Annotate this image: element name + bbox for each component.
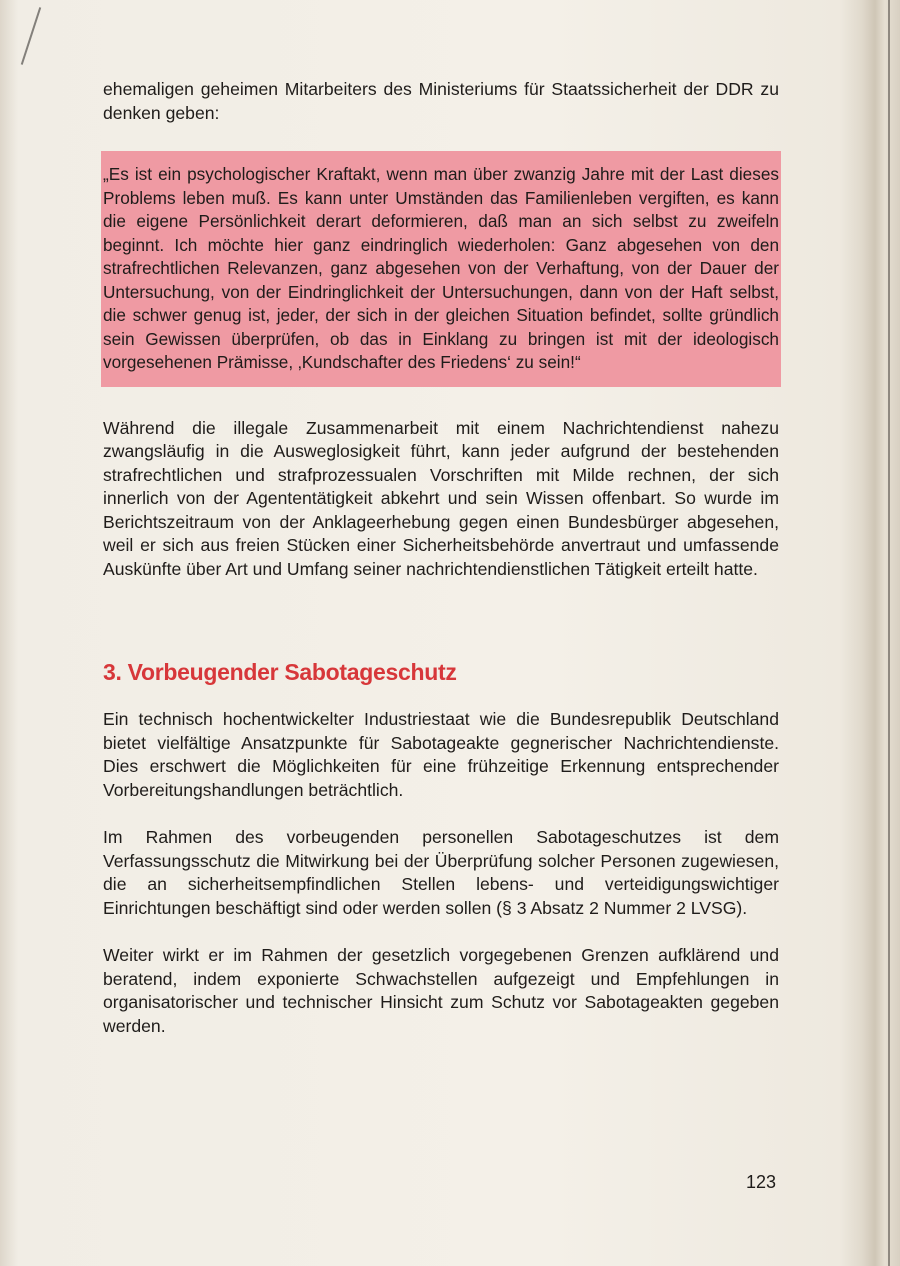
intro-paragraph: ehemaligen geheimen Mitarbeiters des Ministeriums für Staatssicherheit der DDR zu denken geben: bbox=[103, 79, 779, 123]
paragraph-agent-leniency: Während die illegale Zusammenarbeit mit einem Nachrichtendienst nahezu zwangsläufig in die Ausweglosigkeit führt, kann jeder aufgrund der bestehenden strafrechtlichen und strafprozessualen Vorschriften mit Milde rechnen, der sich innerlich von der Agententätigkeit abkehrt und sein Wissen offenbart. So wurde im Berichtszeitraum von der Anklageerhebung gegen einen Bundesbürger abgesehen, weil er sich aus freien Stücken einer Sicherheitsbehörde anvertraut und umfassende Auskünfte über Art und Umfang seiner nachrichtendienstlichen Tätigkeit erteilt hatte. bbox=[103, 417, 779, 579]
paragraph-advisory-role: Weiter wirkt er im Rahmen der gesetzlich vorgegebenen Grenzen aufklärend und beratend, indem exponierte Schwachstellen aufgezeigt und Empfehlungen in organisatorischer und technischer Hinsicht zum Schutz vor Sabotageakten gegeben werden. bbox=[103, 945, 779, 1036]
page-number: 123 bbox=[746, 1172, 777, 1192]
paragraph-personnel-protection: Im Rahmen des vorbeugenden personellen Sabotageschutzes ist dem Verfassungsschutz die Mitwirkung bei der Überprüfung solcher Personen zugewiesen, die an sicherheitsempfindlichen Stellen lebens- und verteidigungswichtiger Einrichtungen beschäftigt sind oder werden sollen (§ 3 Absatz 2 Nummer 2 LVSG). bbox=[103, 827, 779, 918]
page-edge-line bbox=[888, 0, 890, 1266]
section-heading: 3. Vorbeugender Sabotageschutz bbox=[103, 659, 457, 685]
page-content bbox=[103, 78, 779, 1062]
pen-mark bbox=[21, 7, 41, 65]
paragraph-industrial-state: Ein technisch hochentwickelter Industriestaat wie die Bundesrepublik Deutschland bietet vielfältige Ansatzpunkte für Sabotageakte gegnerischer Nachrichtendienste. Dies erschwert die Möglichkeiten für eine frühzeitige Erkennung entsprechender Vorbereitungshandlungen beträchtlich. bbox=[103, 709, 779, 800]
quote-text: „Es ist ein psychologischer Kraftakt, wenn man über zwanzig Jahre mit der Last dieses Problems leben muß. Es kann unter Umständen das Familienleben vergiften, es kann die eigene Persönlichkeit derart deformieren, daß man an sich selbst zu zweifeln beginnt. Ich möchte hier ganz eindringlich wiederholen: Ganz abgesehen von den strafrechtlichen Relevanzen, ganz abgesehen von der Verhaftung, von der Dauer der Untersuchung, von der Eindringlichkeit der Untersuchungen, dann von der Haft selbst, die schwer genug ist, jeder, der sich in der gleichen Situation befindet, sollte gründlich sein Gewissen überprüfen, ob das in Einklang zu bringen ist mit der ideologisch vorgesehenen Prämisse, ‚Kundschafter des Friedens‘ zu sein!“ bbox=[103, 164, 779, 372]
highlighted-quote bbox=[101, 151, 781, 387]
